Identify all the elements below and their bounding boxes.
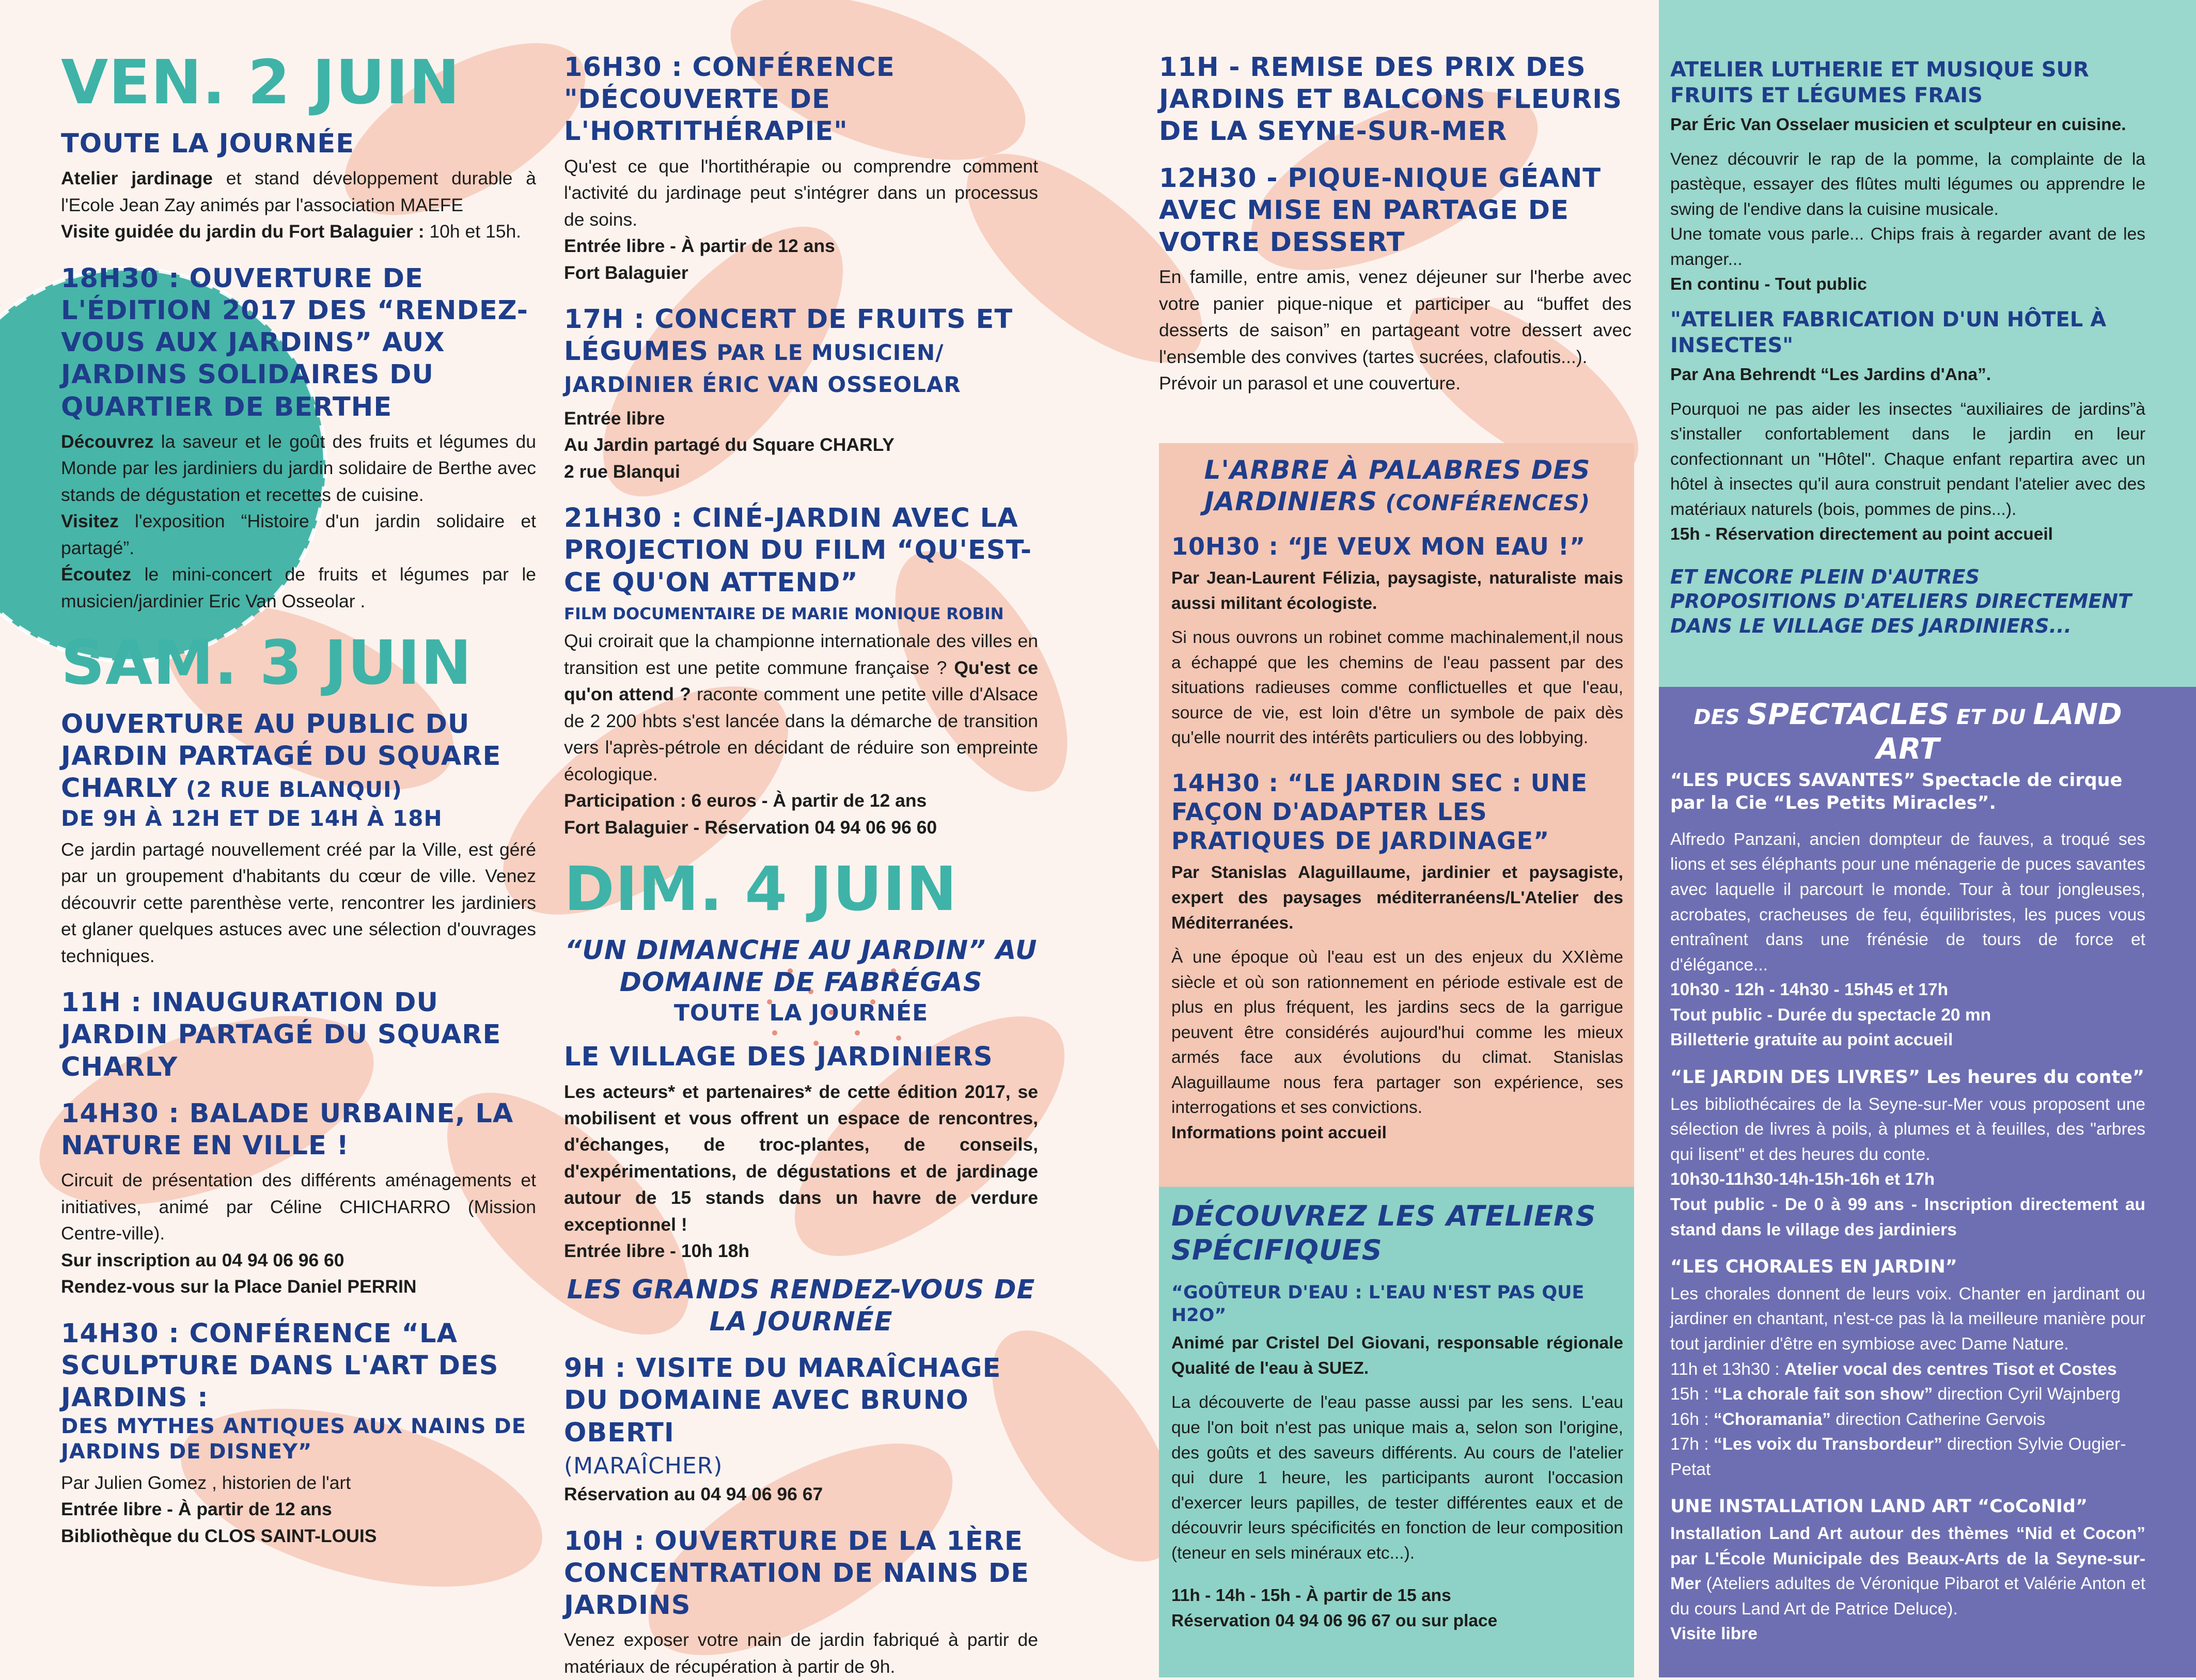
text-cristel: Animé par Cristel Del Giovani, responsable régionale Qualité de l'eau à SUEZ. — [1171, 1333, 1623, 1378]
paragraph-nain: Venez exposer votre nain de jardin fabriqué à partir de matériaux de récupération à partir de 9h. — [564, 1629, 1038, 1677]
heading-all-day: TOUTE LA JOURNÉE — [61, 129, 355, 159]
heading-nains: 10H : OUVERTURE DE LA 1ÈRE CONCENTRATION DE NAINS DE JARDINS — [564, 1526, 1029, 1621]
text: (MARAÎCHER) — [564, 1452, 723, 1479]
paragraph-jardin-partage: Ce jardin partagé nouvellement créé par la Ville, est géré par un groupement d'habitants du cœur de ville. Venez découvrir cette parenthèse verte, rencontrer les jardiniers et glaner quelques astuces avec une sélection d'ouvrages techniques. — [61, 839, 536, 966]
paragraph-robinet: Si nous ouvrons un robinet comme machinalement,il nous a échappé que les chemins de l'eau passent par des situations radieuses comme conflictuelles et que l'eau, source de vie, est loin d'être un symbole de paix dès qu'elle nourrit des intérêts particuliers ou des lobbying. — [1171, 628, 1623, 748]
text: “LES PUCES SAVANTES” — [1670, 770, 1916, 791]
text: SPECTACLES — [1747, 698, 1950, 731]
paragraph-berthe — [61, 429, 536, 615]
heading-all-day-2: TOUTE LA JOURNÉE — [673, 999, 929, 1026]
heading-conference-sculpture: 14H30 : CONFÉRENCE “LA SCULPTURE DANS L'ART DES JARDINS : — [61, 1318, 499, 1414]
column-2 — [564, 52, 1038, 1680]
text-entree-10h: Entrée libre - 10h 18h — [564, 1241, 750, 1262]
heading-ateliers: DÉCOUVREZ LES ATELIERS SPÉCIFIQUES — [1171, 1200, 1596, 1266]
day-title-sunday: DIM. 4 JUIN — [564, 853, 958, 925]
text-bold: Écoutez — [61, 564, 132, 585]
text-au-jardin: Au Jardin partagé du Square CHARLY — [564, 434, 895, 456]
spectacles-content — [1670, 697, 2145, 1647]
text: direction Catherine Gervois — [1830, 1409, 2046, 1429]
chorale-line-3 — [1670, 1407, 2145, 1433]
paragraph-famille: En famille, entre amis, venez déjeuner sur l'herbe avec votre panier pique-nique et participer au “buffet des desserts de saison” en partageant votre dessert avec l'ensemble des convives (tartes sucrées, clafoutis...). — [1159, 266, 1632, 367]
text-stanislas: Par Stanislas Alaguillaume, jardinier et paysagiste, expert des paysages méditerranéens/L'Atelier des Méditerranées. — [1171, 863, 1623, 933]
text-livres-public: Tout public - De 0 à 99 ans - Inscription directement au stand dans le village des jardiniers — [1670, 1195, 2145, 1239]
text-felizia: Par Jean-Laurent Félizia, paysagiste, naturaliste mais aussi militant écologiste. — [1171, 569, 1623, 613]
text-livres-horaires: 10h30-11h30-14h-15h-16h et 17h — [1670, 1170, 1935, 1189]
heading-spectacles — [1670, 697, 2145, 766]
chorale-line-4 — [1670, 1432, 2145, 1482]
column-3 — [1159, 52, 1632, 397]
text-bold: “La chorale fait son show” — [1713, 1385, 1933, 1404]
text: et stand développement durable à l'Ecole Jean Zay animés par l'association MAEFE — [61, 168, 536, 215]
text: LAND ART — [1876, 698, 2122, 766]
day-title-saturday: SAM. 3 JUIN — [61, 627, 473, 698]
heading-encore: ET ENCORE PLEIN D'AUTRES PROPOSITIONS D'ATELIERS DIRECTEMENT DANS LE VILLAGE DES JARDINIERS... — [1670, 565, 2131, 637]
heading-jardin-sec: 14H30 : “LE JARDIN SEC : UNE FAÇON D'ADAPTER LES PRATIQUES DE JARDINAGE” — [1171, 769, 1588, 855]
text: direction Cyril Wajnberg — [1933, 1385, 2121, 1404]
heading-opening: 18H30 : OUVERTURE DE L'ÉDITION 2017 DES “RENDEZ-VOUS AUX JARDINS” AUX JARDINS SOLIDAIRES DU QUARTIER DE BERTHE — [61, 263, 528, 422]
text-bold: “Choramania” — [1713, 1409, 1831, 1429]
text: Qui croirait que la championne internationale des villes en transition est une petite commune française ? — [564, 631, 1038, 678]
heading-installation: UNE INSTALLATION LAND ART “CoCoNId” — [1670, 1496, 2088, 1517]
text: OUVERTURE AU PUBLIC DU JARDIN PARTAGÉ DU SQUARE CHARLY — [61, 709, 501, 804]
ateliers-panel-content — [1670, 57, 2145, 642]
paragraph-pourquoi: Pourquoi ne pas aider les insectes “auxiliaires de jardins”à s'installer confortablement dans le jardin en leur confectionnant un "Hôtel". Chaque enfant repartira avec un hôtel à insectes qu'il aura construit pendant l'atelier avec des matériaux naturels (bois, pommes de pins...). — [1670, 399, 2145, 519]
paragraph-rap: Venez découvrir le rap de la pomme, la complainte de la pastèque, essayer des flûtes multi légumes ou apprendre le swing de l'endive dans la cuisine musicale. — [1670, 149, 2145, 219]
text: raconte comment une petite ville d'Alsace de 2 200 hbts s'est lancée dans la démarche de transition vers l'après-pétrole en décidant de réduire son empreinte écologique. — [564, 684, 1039, 784]
heading-remise-prix: 11H - REMISE DES PRIX DES JARDINS ET BALCONS FLEURIS DE LA SEYNE-SUR-MER — [1159, 52, 1622, 147]
text-spectacle-horaires: 10h30 - 12h - 14h30 - 15h45 et 17h — [1670, 980, 1949, 1000]
text-bold: Atelier jardinage — [61, 168, 213, 189]
text: DES — [1693, 705, 1747, 729]
paragraph-hortitherapie: Qu'est ce que l'hortithérapie ou comprendre comment l'activité du jardinage peut s'intégrer dans un processus de soins. — [564, 155, 1038, 230]
text-rue: 2 rue Blanqui — [564, 461, 680, 482]
text-reservation: Réservation au 04 94 06 96 67 — [564, 1484, 823, 1505]
text-parasol: Prévoir un parasol et une couverture. — [1159, 373, 1461, 394]
text: le mini-concert de fruits et légumes par le musicien/jardinier Eric Van Osseolar . — [61, 564, 536, 611]
text-entree-libre: Entrée libre — [564, 407, 665, 429]
heading-hortitherapie: 16H30 : CONFÉRENCE "DÉCOUVERTE DE L'HORTITHÉRAPIE" — [564, 52, 895, 147]
text-bold: Installation Land Art autour des thèmes “Nid et Cocon” par L'École Municipale des Beaux-Arts de la Seyne-sur-Mer — [1670, 1524, 2145, 1594]
text: direction Sylvie Ougier-Petat — [1670, 1435, 2126, 1479]
text-entree-12: Entrée libre - À partir de 12 ans — [564, 235, 835, 257]
paragraph-tomate: Une tomate vous parle... Chips frais à regarder avant de les manger... — [1670, 225, 2145, 269]
paragraph-chorales: Les chorales donnent de leurs voix. Chanter en jardinant ou jardiner en chantant, n'est-ce pas là la meilleure manière pour tout jardinier d'être en symbiose avec Dame Nature. — [1670, 1284, 2145, 1354]
heading-mythes: DES MYTHES ANTIQUES AUX NAINS DE JARDINS DE DISNEY” — [61, 1415, 527, 1464]
heading-public-opening — [61, 709, 536, 805]
paragraph-circuit: Circuit de présentation des différents aménagements et initiatives, animé par Céline CHICHARRO (Mission Centre-ville). — [61, 1170, 536, 1244]
text: L'ARBRE À PALABRES DES JARDINIERS — [1204, 455, 1591, 516]
text: 17h : — [1670, 1435, 1714, 1454]
paragraph-film — [564, 628, 1038, 788]
heading-cine-jardin: 21H30 : CINÉ-JARDIN AVEC LA PROJECTION DU FILM “QU'EST-CE QU'ON ATTEND” — [564, 503, 1032, 598]
paragraph-decouverte: La découverte de l'eau passe aussi par les sens. L'eau que l'on boit n'est pas unique mais a, selon son l'origine, des goûts et des saveurs différents. Au cours de l'atelier qui dure 1 heure, les participants auront l'occasion d'exercer leurs papilles, de tester différentes eaux et de découvrir leurs spécificités en fonction de leur composition (teneur en sels minéraux etc...). — [1171, 1393, 1623, 1563]
text-fort-reservation: Fort Balaguier - Réservation 04 94 06 96 60 — [564, 817, 937, 838]
paragraph-alfredo: Alfredo Panzani, ancien dompteur de fauves, a troqué ses lions et ses éléphants pour une ménagerie de puces savantes avec laquelle il parcourt le monde. Tour à tour jongleuses, acrobates, cracheuses de feu, équilibristes, les puces vous entraînent dans une frénésie de tours de force et d'élégance... — [1670, 829, 2145, 975]
text: Spectacle de cirque par la Cie “Les Petits Miracles”. — [1670, 770, 2123, 814]
text-horaires: 11h - 14h - 15h - À partir de 15 ans — [1171, 1586, 1451, 1606]
text-bold: Visite guidée du jardin du Fort Balaguier : — [61, 221, 425, 242]
heading-dimanche: “UN DIMANCHE AU JARDIN” AU DOMAINE DE FABRÉGAS — [564, 935, 1038, 998]
chorale-line-2 — [1670, 1382, 2145, 1407]
heading-concert — [564, 304, 1038, 400]
heading-balade: 14H30 : BALADE URBAINE, LA NATURE EN VILLE ! — [61, 1098, 514, 1161]
paragraph-epoque: À une époque où l'eau est un des enjeux du XXIème siècle et où son rationnement en période estivale est de plus en plus fréquent, les jardins secs de la garrigue peuvent être considérés aujourd'hui comme les mieux armés face aux évolutions du climat. Stanislas Alaguillaume nous fera partager son expérience, ses interrogations et ses convictions. — [1171, 948, 1623, 1118]
text-informations: Informations point accueil — [1171, 1123, 1387, 1142]
text: ET DU — [1949, 705, 2033, 729]
text-entree: Entrée libre - À partir de 12 ans — [61, 1499, 332, 1520]
text-bold: Visitez — [61, 511, 119, 532]
text-fort: Fort Balaguier — [564, 262, 688, 283]
text-visite-libre: Visite libre — [1670, 1624, 1758, 1644]
text-duree: Tout public - Durée du spectacle 20 mn — [1670, 1005, 1991, 1025]
text: (2 RUE BLANQUI) — [178, 777, 402, 803]
text-bold: “Les voix du Transbordeur” — [1713, 1435, 1942, 1454]
text-bold: Découvrez — [61, 431, 154, 452]
heading-livres: “LE JARDIN DES LIVRES” Les heures du conte” — [1670, 1066, 2145, 1088]
heading-hotel: "ATELIER FABRICATION D'UN HÔTEL À INSECTES" — [1670, 307, 2107, 357]
heading-hours: DE 9H À 12H ET DE 14H À 18H — [61, 805, 443, 831]
text: (CONFÉRENCES) — [1377, 490, 1591, 515]
text-continu: En continu - Tout public — [1670, 275, 1867, 294]
heading-inauguration: 11H : INAUGURATION DU JARDIN PARTAGÉ DU SQUARE CHARLY — [61, 987, 501, 1082]
text-eric: Par Éric Van Osselaer musicien et sculpteur en cuisine. — [1670, 115, 2126, 134]
heading-grands-rdv: LES GRANDS RENDEZ-VOUS DE LA JOURNÉE — [567, 1274, 1036, 1338]
text-bold: Atelier vocal des centres Tisot et Costes — [1784, 1359, 2117, 1379]
text: 10h et 15h. — [424, 221, 522, 242]
heading-maraichage — [564, 1353, 1038, 1481]
ateliers-content — [1171, 1199, 1623, 1634]
heading-mon-eau: 10H30 : “JE VEUX MON EAU !” — [1171, 532, 1586, 560]
paragraph-atelier — [61, 165, 536, 245]
text: 16h : — [1670, 1409, 1714, 1429]
text: 9H : VISITE DU MARAÎCHAGE DU DOMAINE AVEC BRUNO OBERTI — [564, 1353, 1001, 1448]
conference-content — [1171, 454, 1623, 1146]
text: l'exposition “Histoire d'un jardin solidaire et partagé”. — [61, 511, 536, 558]
text: 11h et 13h30 : — [1670, 1359, 1785, 1379]
text: (Ateliers adultes de Véronique Pibarot et Valérie Anton et du cours Land Art de Patrice Deluce). — [1670, 1574, 2145, 1619]
text: 17H : CONCERT DE FRUITS ET LÉGUMES — [564, 304, 1013, 367]
heading-pique-nique: 12H30 - PIQUE-NIQUE GÉANT AVEC MISE EN PARTAGE DE VOTRE DESSERT — [1159, 163, 1602, 258]
paragraph-installation — [1670, 1521, 2145, 1622]
text: PAR LE MUSICIEN/ JARDINIER ÉRIC VAN OSSEOLAR — [564, 340, 961, 398]
heading-lutherie: ATELIER LUTHERIE ET MUSIQUE SUR FRUITS ET LÉGUMES FRAIS — [1670, 58, 2089, 107]
text-billetterie: Billetterie gratuite au point accueil — [1670, 1030, 1953, 1050]
text: 15h : — [1670, 1385, 1714, 1404]
text-participation: Participation : 6 euros - À partir de 12 ans — [564, 790, 927, 811]
text-julien: Par Julien Gomez , historien de l'art — [61, 1472, 351, 1493]
text-reservation-eau: Réservation 04 94 06 96 67 ou sur place — [1171, 1611, 1498, 1630]
heading-puces — [1670, 770, 2145, 815]
paragraph-acteurs: Les acteurs* et partenaires* de cette édition 2017, se mobilisent et vous offrent un espace de rencontres, d'échanges, de troc-plantes, de conseils, d'expérimentations, de dégustations et de jardinage autour de 15 stands dans un havre de verdure exceptionnel ! — [564, 1081, 1038, 1235]
paragraph-bibliothecaires: Les bibliothécaires de la Seyne-sur-Mer vous proposent une sélection de livres à poils, à plumes et à feuilles, des "arbres qui lisent" et des heures du conte. — [1670, 1094, 2145, 1164]
text-15h: 15h - Réservation directement au point accueil — [1670, 525, 2053, 544]
column-1 — [61, 46, 536, 1549]
heading-village: LE VILLAGE DES JARDINIERS — [564, 1042, 993, 1073]
day-title-friday: VEN. 2 JUIN — [61, 46, 461, 118]
heading-gouteur: “GOÛTEUR D'EAU : L'EAU N'EST PAS QUE H2O” — [1171, 1282, 1585, 1326]
heading-chorales: “LES CHORALES EN JARDIN” — [1670, 1257, 1957, 1278]
text-bibliotheque: Bibliothèque du CLOS SAINT-LOUIS — [61, 1525, 377, 1546]
heading-arbre — [1171, 454, 1623, 517]
chorale-line-1 — [1670, 1357, 2145, 1383]
subheading-film: FILM DOCUMENTAIRE DE MARIE MONIQUE ROBIN — [564, 604, 1004, 623]
text-inscription: Sur inscription au 04 94 06 96 60 — [61, 1249, 344, 1270]
text-ana: Par Ana Behrendt “Les Jardins d'Ana”. — [1670, 365, 1991, 384]
text-bold: Qu'est ce qu'on attend ? — [564, 657, 1038, 705]
text-rendez-vous: Rendez-vous sur la Place Daniel PERRIN — [61, 1276, 417, 1297]
text: la saveur et le goût des fruits et légumes du Monde par les jardiniers du jardin solidaire de Berthe avec stands de dégustation et recettes de cuisine. — [61, 431, 536, 505]
